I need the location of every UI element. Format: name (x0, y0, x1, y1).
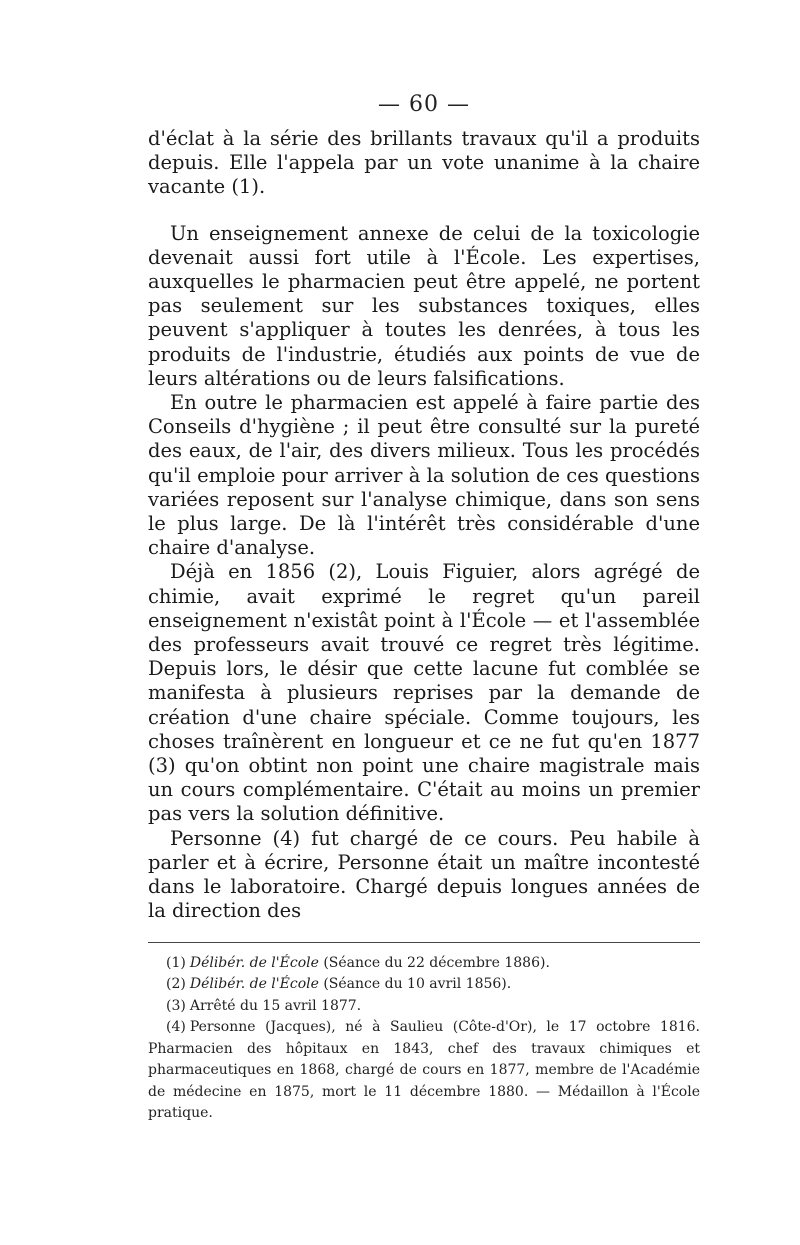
footnote-source-title: Délibér. de l'École (189, 954, 319, 971)
page-number: — 60 — (378, 92, 470, 117)
footnote-number: (1) (166, 954, 186, 971)
footnote-text: (Séance du 22 décembre 1886). (318, 954, 550, 971)
footnote-number: (3) (166, 997, 186, 1014)
footnote-text: Arrêté du 15 avril 1877. (189, 997, 362, 1014)
footnote-2 (148, 974, 700, 996)
paragraph-continuation: d'éclat à la série des brillants travaux qu'il a produits depuis. Elle l'appela par un vote unanime à la chaire vacante (1). (148, 127, 700, 199)
footnotes (148, 953, 700, 1125)
footnote-number: (4) (166, 1019, 186, 1035)
footnote-divider (148, 942, 700, 943)
footnote-text: Personne (Jacques), né à Saulieu (Côte-d'Or), le 17 octobre 1816. Pharmacien des hôpitaux en 1843, chef des travaux chimiques et pharmaceutiques en 1868, chargé de cours en 1877, membre de l'Académie de médecine en 1875, mort le 11 décembre 1880. — Médaillon à l'École pratique. (148, 1019, 700, 1121)
body-text (148, 127, 700, 924)
footnote-3 (148, 996, 700, 1018)
paragraph-personne: Personne (4) fut chargé de ce cours. Peu habile à parler et à écrire, Personne était un maître incontesté dans le laboratoire. Chargé depuis longues années de la direction des (148, 826, 700, 923)
paragraph-toxicology-annex: Un enseignement annexe de celui de la toxicologie devenait aussi fort utile à l'École. Les expertises, auxquelles le pharmacien peut être appelé, ne portent pas seulement sur les substances toxiques, elles peuvent s'appliquer à toutes les denrées, à tous les produits de l'industrie, étudiés aux points de vue de leurs altérations ou de leurs falsifications. (148, 221, 700, 390)
paragraph-hygiene-councils: En outre le pharmacien est appelé à faire partie des Conseils d'hygiène ; il peut être consulté sur la pureté des eaux, de l'air, des divers milieux. Tous les procédés qu'il emploie pour arriver à la solution de ces questions variées reposent sur l'analyse chimique, dans son sens le plus large. De là l'intérêt très considérable d'une chaire d'analyse. (148, 391, 700, 560)
footnote-source-title: Délibér. de l'École (189, 976, 319, 992)
book-page (148, 92, 700, 1125)
footnote-1 (148, 953, 700, 975)
paragraph-figuier-1856: Déjà en 1856 (2), Louis Figuier, alors agrégé de chimie, avait exprimé le regret qu'un pareil enseignement n'existât point à l'École — et l'assemblée des professeurs avait trouvé ce regret très légitime. Depuis lors, le désir que cette lacune fut comblée se manifesta à plusieurs reprises par la demande de création d'une chaire spéciale. Comme toujours, les choses traînèrent en longueur et ce ne fut qu'en 1877 (3) qu'on obtint non point une chaire magistrale mais un cours complémentaire. C'était au moins un premier pas vers la solution définitive. (148, 560, 700, 826)
footnote-text: (Séance du 10 avril 1856). (318, 976, 512, 992)
footnote-number: (2) (166, 976, 186, 992)
footnote-4 (148, 1017, 700, 1125)
